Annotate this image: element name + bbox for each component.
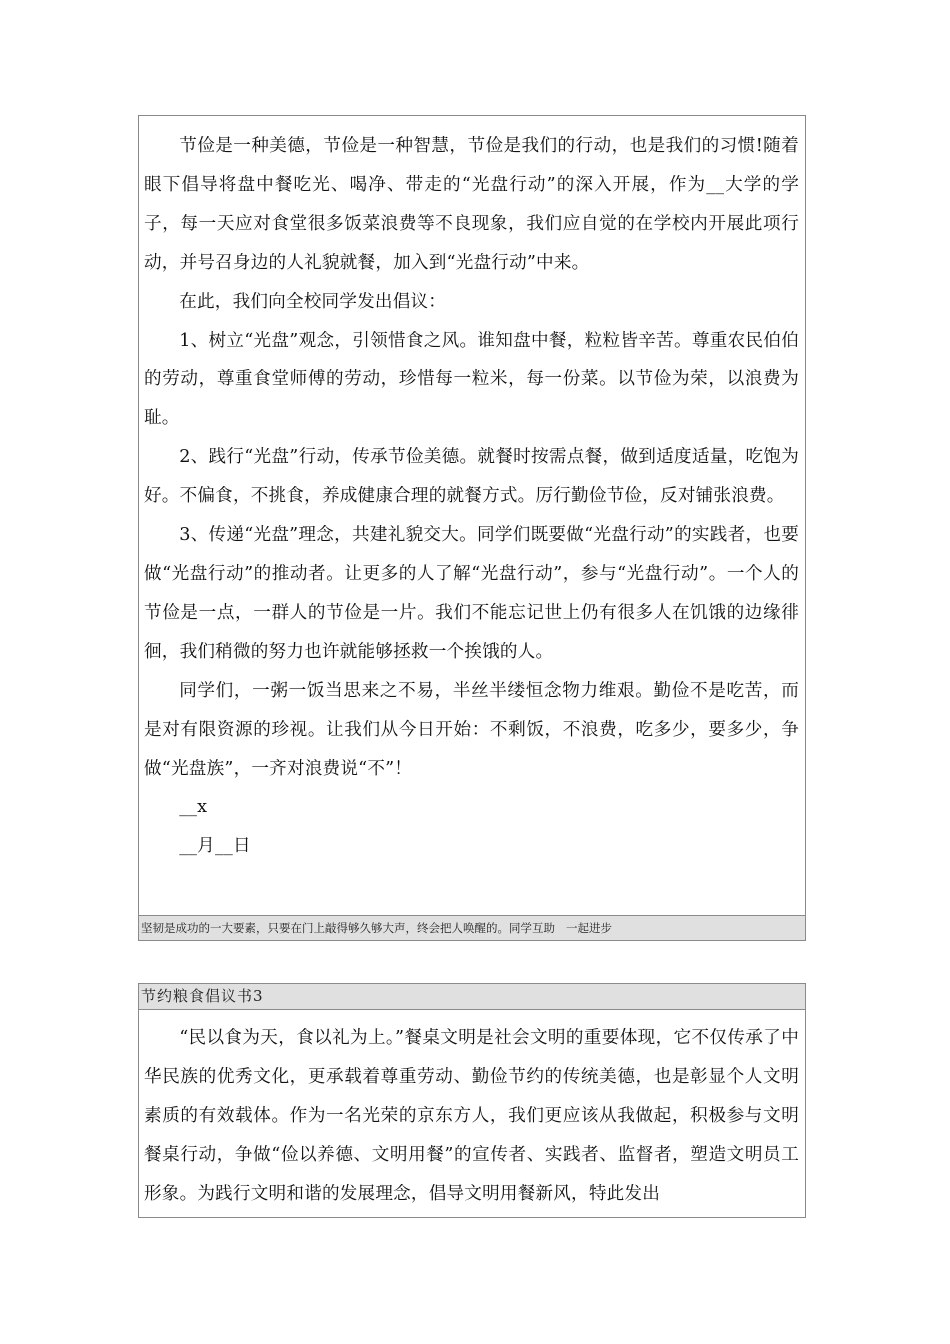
point-3-paragraph: 3、传递“光盘”理念，共建礼貌交大。同学们既要做“光盘行动”的实践者，也要做“光盘行动”的推动者。让更多的人了解“光盘行动”，参与“光盘行动”。一个人的节俭是一点，一群人的节俭是一片。我们不能忘记世上仍有很多人在饥饿的边缘徘徊，我们稍微的努力也许就能够拯救一个挨饿的人。 bbox=[144, 525, 799, 662]
signature-line: __x bbox=[179, 797, 208, 818]
point-1-paragraph: 1、树立“光盘”观念，引领惜食之风。谁知盘中餐，粒粒皆辛苦。尊重农民伯伯的劳动，尊重食堂师傅的劳动，珍惜每一粒米，每一份菜。以节俭为荣，以浪费为耻。 bbox=[144, 330, 799, 429]
footer-motto: 坚韧是成功的一大要素，只要在门上敲得够久够大声，终会把人唤醒的。同学互助 一起进步 bbox=[139, 915, 805, 940]
proposal-section-2 bbox=[138, 983, 806, 1218]
call-paragraph: 在此，我们向全校同学发出倡议： bbox=[179, 291, 447, 312]
section-2-intro-paragraph: “民以食为天，食以礼为上。”餐桌文明是社会文明的重要体现，它不仅传承了中华民族的优秀文化，更承载着尊重劳动、勤俭节约的传统美德，也是彰显个人文明素质的有效载体。作为一名光荣的京东方人，我们更应该从我做起，积极参与文明餐桌行动，争做“俭以养德、文明用餐”的宣传者、实践者、监督者，塑造文明员工形象。为践行文明和谐的发展理念，倡导文明用餐新风，特此发出 bbox=[144, 1028, 799, 1204]
section-2-title: 节约粮食倡议书3 bbox=[139, 984, 805, 1010]
section-2-body bbox=[144, 1019, 799, 1214]
date-line: __月__日 bbox=[179, 836, 251, 857]
section-1-body bbox=[144, 127, 799, 866]
intro-paragraph: 节俭是一种美德，节俭是一种智慧，节俭是我们的行动，也是我们的习惯!随着眼下倡导将盘中餐吃光、喝净、带走的“光盘行动”的深入开展，作为__大学的学子，每一天应对食堂很多饭菜浪费等不良现象，我们应自觉的在学校内开展此项行动，并号召身边的人礼貌就餐，加入到“光盘行动”中来。 bbox=[144, 136, 799, 273]
point-2-paragraph: 2、践行“光盘”行动，传承节俭美德。就餐时按需点餐，做到适度适量，吃饱为好。不偏食，不挑食，养成健康合理的就餐方式。厉行勤俭节俭，反对铺张浪费。 bbox=[144, 447, 799, 507]
proposal-section-1 bbox=[138, 115, 806, 941]
closing-paragraph: 同学们，一粥一饭当思来之不易，半丝半缕恒念物力维艰。勤俭不是吃苦，而是对有限资源的珍视。让我们从今日开始：不剩饭，不浪费，吃多少，要多少，争做“光盘族”，一齐对浪费说“不”！ bbox=[144, 680, 799, 779]
